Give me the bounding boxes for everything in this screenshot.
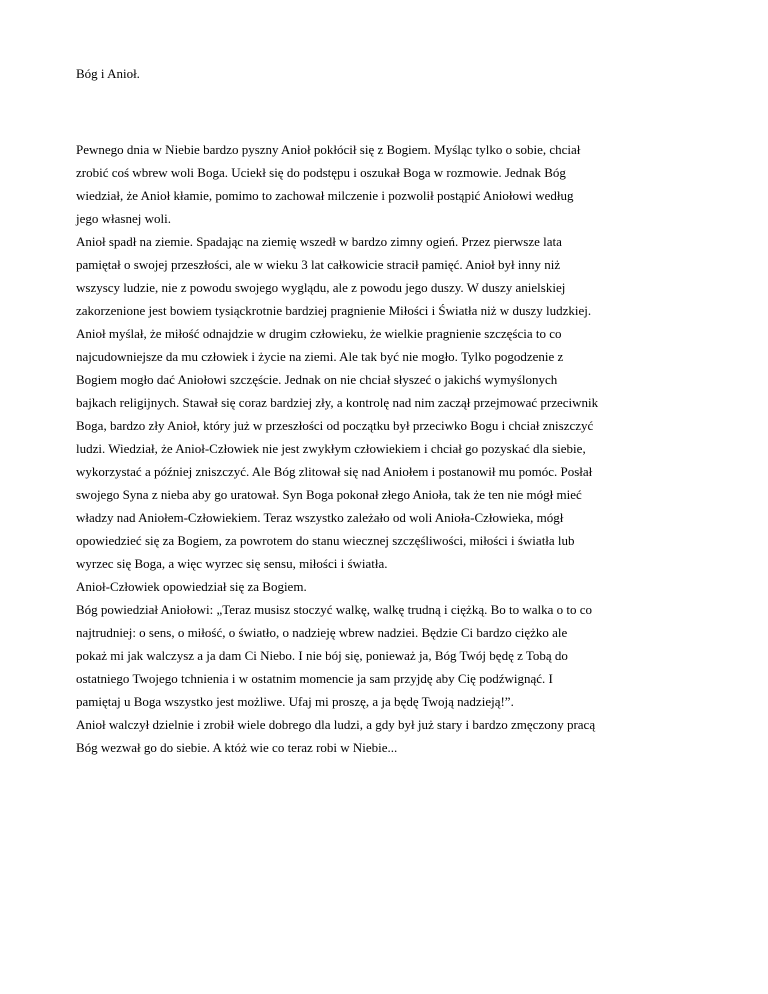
text-line: Pewnego dnia w Niebie bardzo pyszny Anioł pokłócił się z Bogiem. Myśląc tylko o sobie, chciał	[76, 142, 581, 157]
text-line: wszyscy ludzie, nie z powodu swojego wyglądu, ale z powodu jego duszy. W duszy anielskiej	[76, 280, 566, 295]
text-line: Anioł-Człowiek opowiedział się za Bogiem.	[76, 579, 307, 594]
text-line: swojego Syna z nieba aby go uratował. Syn Boga pokonał złego Anioła, tak że ten nie mógł mieć	[76, 487, 582, 502]
text-line: wyrzec się Boga, a więc wyrzec się sensu, miłości i światła.	[76, 556, 388, 571]
text-line: Bóg wezwał go do siebie. A któż wie co teraz robi w Niebie...	[76, 740, 398, 755]
text-line: ludzi. Wiedział, że Anioł-Człowiek nie jest zwykłym człowiekiem i chciał go pozyskać dla siebie,	[76, 441, 586, 456]
document-title: Bóg i Anioł.	[76, 66, 140, 81]
text-line: bajkach religijnych. Stawał się coraz bardziej zły, a kontrolę nad nim zaczął przejmować przeciwnik	[76, 395, 599, 410]
text-line: zrobić coś wbrew woli Boga. Uciekł się do podstępu i oszukał Boga w rozmowie. Jednak Bóg	[76, 165, 566, 180]
text-line: wiedział, że Anioł kłamie, pomimo to zachował milczenie i pozwolił postąpić Aniołowi według	[76, 188, 574, 203]
text-line: najcudowniejsze da mu człowiek i życie na ziemi. Ale tak być nie mogło. Tylko pogodzenie z	[76, 349, 564, 364]
text-line: Bóg powiedział Aniołowi: „Teraz musisz stoczyć walkę, walkę trudną i ciężką. Bo to walka o to co	[76, 602, 593, 617]
text-line: Anioł myślał, że miłość odnajdzie w drugim człowieku, że wielkie pragnienie szczęścia to co	[76, 326, 562, 341]
document-body	[76, 138, 696, 759]
text-line: Bogiem mogło dać Aniołowi szczęście. Jednak on nie chciał słyszeć o jakichś wymyślonych	[76, 372, 558, 387]
text-line: Anioł walczył dzielnie i zrobił wiele dobrego dla ludzi, a gdy był już stary i bardzo zmęczony pracą	[76, 717, 596, 732]
text-line: Anioł spadł na ziemie. Spadając na ziemię wszedł w bardzo zimny ogień. Przez pierwsze lata	[76, 234, 562, 249]
text-line: Boga, bardzo zły Anioł, który już w przeszłości od początku był przeciwko Bogu i chciał zniszczyć	[76, 418, 594, 433]
text-line: jego własnej woli.	[76, 211, 171, 226]
text-line: zakorzenione jest bowiem tysiąckrotnie bardziej pragnienie Miłości i Światła niż w duszy ludzkiej.	[76, 303, 592, 318]
text-line: ostatniego Twojego tchnienia i w ostatnim momencie ja sam przyjdę aby Cię podźwignąć. I	[76, 671, 553, 686]
text-line: pamiętał o swojej przeszłości, ale w wieku 3 lat całkowicie stracił pamięć. Anioł był inny niż	[76, 257, 561, 272]
text-line: wykorzystać a później zniszczyć. Ale Bóg zlitował się nad Aniołem i postanowił mu pomóc. Posłał	[76, 464, 593, 479]
text-line: pokaż mi jak walczysz a ja dam Ci Niebo. I nie bój się, ponieważ ja, Bóg Twój będę z Tobą do	[76, 648, 568, 663]
text-line: opowiedzieć się za Bogiem, za powrotem do stanu wiecznej szczęśliwości, miłości i światła lub	[76, 533, 575, 548]
text-line: władzy nad Aniołem-Człowiekiem. Teraz wszystko zależało od woli Anioła-Człowieka, mógł	[76, 510, 564, 525]
text-line: najtrudniej: o sens, o miłość, o światło, o nadzieję wbrew nadziei. Będzie Ci bardzo ciężko ale	[76, 625, 568, 640]
text-line: pamiętaj u Boga wszystko jest możliwe. Ufaj mi proszę, a ja będę Twoją nadzieją!”.	[76, 694, 514, 709]
